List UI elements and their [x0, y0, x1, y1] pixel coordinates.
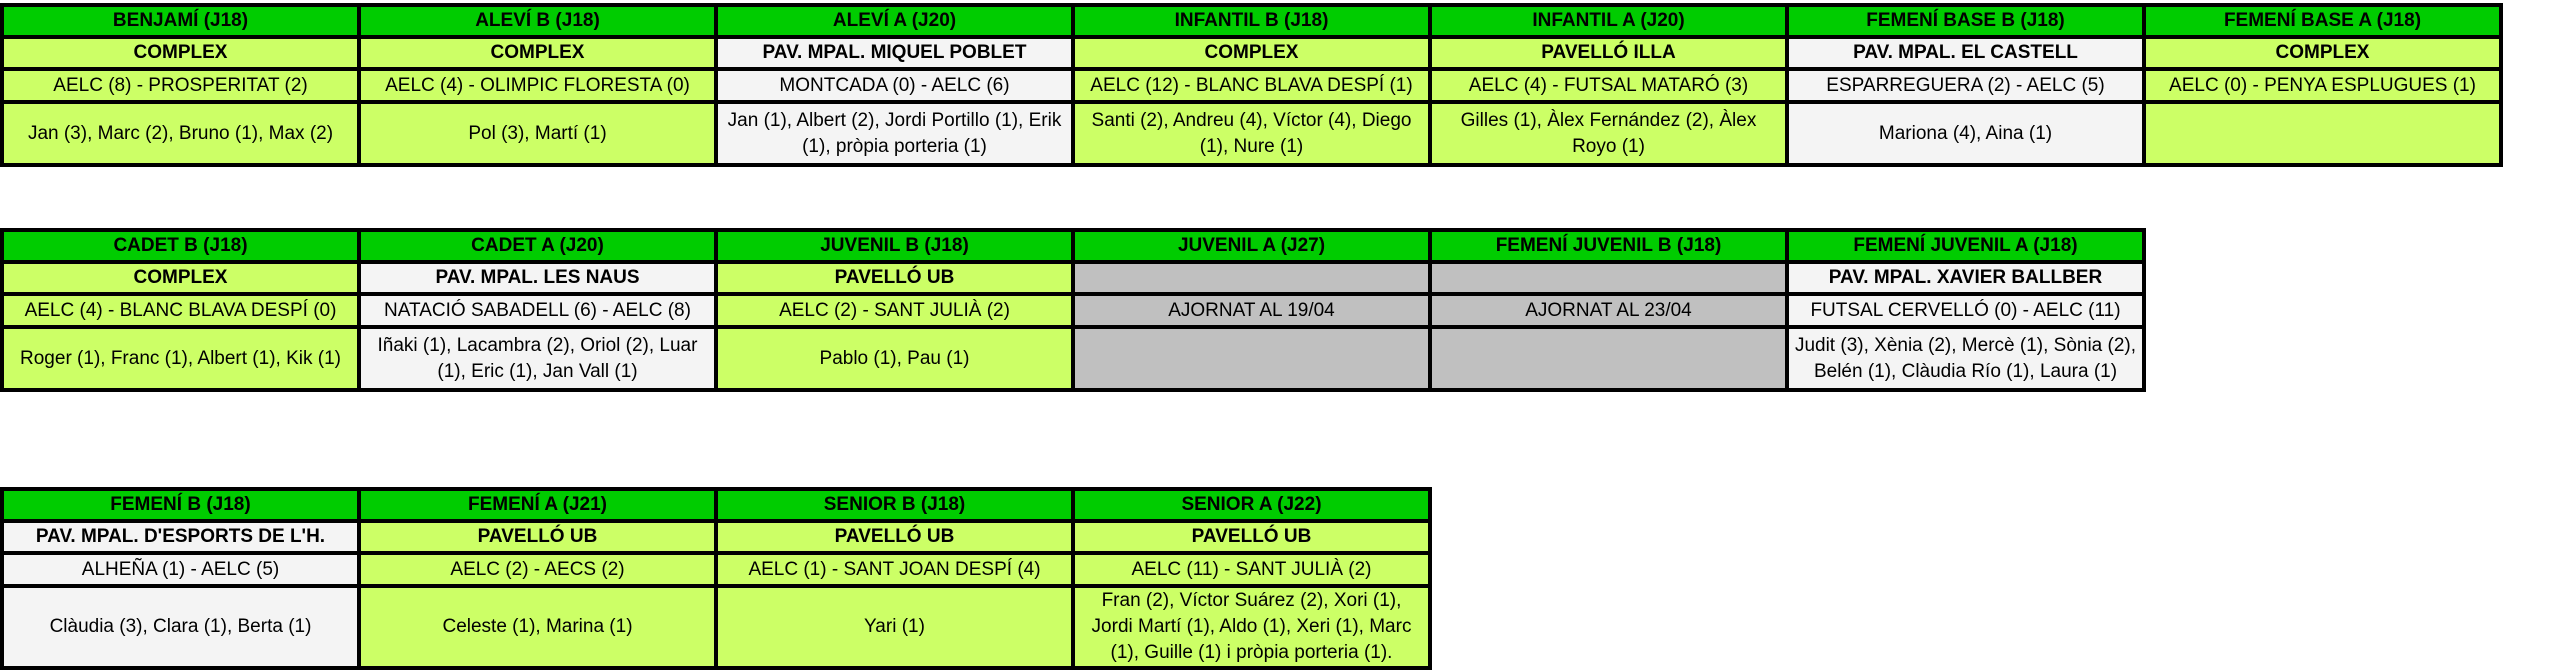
result-cell: AELC (12) - BLANC BLAVA DESPÍ (1) — [1073, 69, 1430, 102]
scorers-cell: Clàudia (3), Clara (1), Berta (1) — [2, 586, 359, 668]
venue-cell — [1073, 262, 1430, 294]
venue-cell: COMPLEX — [2, 37, 359, 69]
scorers-cell — [2144, 102, 2501, 165]
team-header-cell: INFANTIL B (J18) — [1073, 5, 1430, 37]
scorers-cell: Santi (2), Andreu (4), Víctor (4), Diego (1), Nure (1) — [1073, 102, 1430, 165]
scorers-cell: Roger (1), Franc (1), Albert (1), Kik (1) — [2, 327, 359, 390]
result-cell: NATACIÓ SABADELL (6) - AELC (8) — [359, 294, 716, 327]
venue-row — [2, 37, 2501, 69]
scorers-cell: Jan (1), Albert (2), Jordi Portillo (1), Erik (1), pròpia porteria (1) — [716, 102, 1073, 165]
venue-row — [2, 521, 1430, 553]
venue-cell: PAVELLÓ UB — [1073, 521, 1430, 553]
team-header-cell: CADET B (J18) — [2, 230, 359, 262]
scorers-cell: Pablo (1), Pau (1) — [716, 327, 1073, 390]
team-header-cell: FEMENÍ A (J21) — [359, 489, 716, 521]
venue-cell: PAVELLÓ UB — [359, 521, 716, 553]
team-header-cell: JUVENIL B (J18) — [716, 230, 1073, 262]
result-cell: AELC (1) - SANT JOAN DESPÍ (4) — [716, 553, 1073, 586]
team-header-cell: SENIOR A (J22) — [1073, 489, 1430, 521]
results-block-1 — [0, 3, 2503, 167]
venue-cell: PAV. MPAL. XAVIER BALLBER — [1787, 262, 2144, 294]
scorers-cell: Judit (3), Xènia (2), Mercè (1), Sònia (2), Belén (1), Clàudia Río (1), Laura (1) — [1787, 327, 2144, 390]
venue-cell: PAV. MPAL. LES NAUS — [359, 262, 716, 294]
scorers-cell — [1430, 327, 1787, 390]
scorers-row — [2, 327, 2144, 390]
scorers-cell: Celeste (1), Marina (1) — [359, 586, 716, 668]
results-block-3 — [0, 487, 1432, 670]
result-cell: AELC (4) - FUTSAL MATARÓ (3) — [1430, 69, 1787, 102]
result-cell: AELC (8) - PROSPERITAT (2) — [2, 69, 359, 102]
venue-cell: COMPLEX — [2, 262, 359, 294]
venue-cell: PAVELLÓ UB — [716, 521, 1073, 553]
venue-cell: COMPLEX — [1073, 37, 1430, 69]
venue-cell: COMPLEX — [359, 37, 716, 69]
scorers-cell: Mariona (4), Aina (1) — [1787, 102, 2144, 165]
scorers-cell: Iñaki (1), Lacambra (2), Oriol (2), Luar (1), Eric (1), Jan Vall (1) — [359, 327, 716, 390]
team-header-cell: SENIOR B (J18) — [716, 489, 1073, 521]
result-cell: ALHEÑA (1) - AELC (5) — [2, 553, 359, 586]
team-header-cell: FEMENÍ BASE A (J18) — [2144, 5, 2501, 37]
scorers-cell: Gilles (1), Àlex Fernández (2), Àlex Royo (1) — [1430, 102, 1787, 165]
team-header-cell: JUVENIL A (J27) — [1073, 230, 1430, 262]
scorers-cell: Pol (3), Martí (1) — [359, 102, 716, 165]
team-header-row — [2, 489, 1430, 521]
venue-cell: PAVELLÓ UB — [716, 262, 1073, 294]
result-cell: AELC (4) - OLIMPIC FLORESTA (0) — [359, 69, 716, 102]
venue-cell: PAV. MPAL. D'ESPORTS DE L'H. — [2, 521, 359, 553]
scorers-cell — [1073, 327, 1430, 390]
scorers-cell: Jan (3), Marc (2), Bruno (1), Max (2) — [2, 102, 359, 165]
result-row — [2, 294, 2144, 327]
result-cell: AELC (2) - AECS (2) — [359, 553, 716, 586]
result-cell: AELC (11) - SANT JULIÀ (2) — [1073, 553, 1430, 586]
result-row — [2, 553, 1430, 586]
team-header-row — [2, 230, 2144, 262]
result-cell: AELC (0) - PENYA ESPLUGUES (1) — [2144, 69, 2501, 102]
team-header-cell: ALEVÍ B (J18) — [359, 5, 716, 37]
team-header-cell: ALEVÍ A (J20) — [716, 5, 1073, 37]
team-header-cell: FEMENÍ JUVENIL A (J18) — [1787, 230, 2144, 262]
venue-cell: PAVELLÓ ILLA — [1430, 37, 1787, 69]
team-header-cell: FEMENÍ B (J18) — [2, 489, 359, 521]
team-header-cell: BENJAMÍ (J18) — [2, 5, 359, 37]
team-header-cell: FEMENÍ JUVENIL B (J18) — [1430, 230, 1787, 262]
venue-cell: PAV. MPAL. MIQUEL POBLET — [716, 37, 1073, 69]
result-cell: AELC (4) - BLANC BLAVA DESPÍ (0) — [2, 294, 359, 327]
team-header-cell: INFANTIL A (J20) — [1430, 5, 1787, 37]
result-cell: AJORNAT AL 19/04 — [1073, 294, 1430, 327]
result-cell: MONTCADA (0) - AELC (6) — [716, 69, 1073, 102]
team-header-cell: FEMENÍ BASE B (J18) — [1787, 5, 2144, 37]
scorers-cell: Yari (1) — [716, 586, 1073, 668]
venue-row — [2, 262, 2144, 294]
scorers-row — [2, 102, 2501, 165]
result-row — [2, 69, 2501, 102]
scorers-row — [2, 586, 1430, 668]
scorers-cell: Fran (2), Víctor Suárez (2), Xori (1), Jordi Martí (1), Aldo (1), Xeri (1), Marc (1), Guille (1) i pròpia porteria (1). — [1073, 586, 1430, 668]
venue-cell — [1430, 262, 1787, 294]
team-header-row — [2, 5, 2501, 37]
result-cell: FUTSAL CERVELLÓ (0) - AELC (11) — [1787, 294, 2144, 327]
result-cell: AJORNAT AL 23/04 — [1430, 294, 1787, 327]
result-cell: ESPARREGUERA (2) - AELC (5) — [1787, 69, 2144, 102]
team-header-cell: CADET A (J20) — [359, 230, 716, 262]
result-cell: AELC (2) - SANT JULIÀ (2) — [716, 294, 1073, 327]
venue-cell: COMPLEX — [2144, 37, 2501, 69]
venue-cell: PAV. MPAL. EL CASTELL — [1787, 37, 2144, 69]
results-block-2 — [0, 228, 2146, 392]
